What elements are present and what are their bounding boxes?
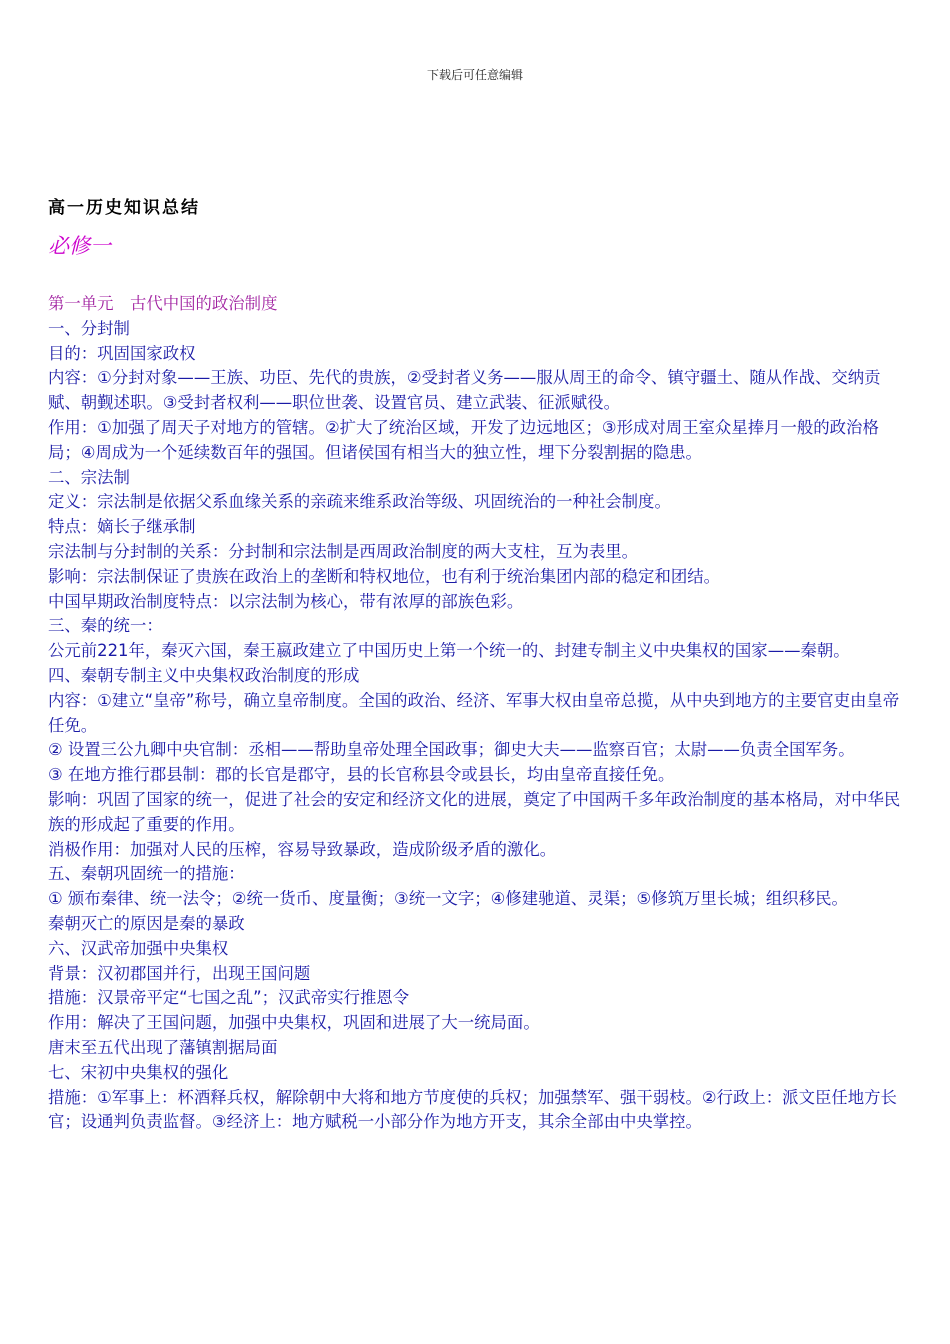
paragraph: 消极作用：加强对人民的压榨，容易导致暴政，造成阶级矛盾的激化。 [48,839,557,859]
page-header: 下载后可任意编辑 [426,68,523,82]
section-heading: 四、秦朝专制主义中央集权政治制度的形成 [48,665,360,685]
paragraph: 秦朝灭亡的原因是秦的暴政 [48,913,245,933]
section-heading: 七、宋初中央集权的强化 [48,1062,229,1082]
paragraph: 目的：巩固国家政权 [48,343,196,363]
paragraph: 内容：①分封对象——王族、功臣、先代的贵族，②受封者义务——服从周王的命令、镇守疆土、随从作战、交纳贡赋、朝觐述职。③受封者权利——职位世袭、设置官员、建立武装、征派赋役。 [48,368,881,413]
paragraph: ② 设置三公九卿中央官制：丞相——帮助皇帝处理全国政事；御史大夫——监察百官；太尉——负责全国军务。 [48,740,855,760]
paragraph: 作用：解决了王国问题，加强中央集权，巩固和进展了大一统局面。 [48,1013,540,1033]
paragraph: 中国早期政治制度特点：以宗法制为核心，带有浓厚的部族色彩。 [48,591,524,611]
paragraph: 定义：宗法制是依据父系血缘关系的亲疏来维系政治等级、巩固统治的一种社会制度。 [48,492,671,512]
paragraph: 唐末至五代出现了藩镇割据局面 [48,1037,278,1057]
section-heading: 三、秦的统一： [48,616,163,636]
paragraph: 特点：嫡长子继承制 [48,517,196,537]
paragraph: 措施：①军事上：杯酒释兵权，解除朝中大将和地方节度使的兵权；加强禁军、强干弱枝。②行政上：派文臣任地方长官；设通判负责监督。③经济上：地方赋税一小部分作为地方开支，其余全部由中央掌控。 [48,1087,897,1132]
paragraph: 作用：①加强了周天子对地方的管辖。②扩大了统治区域，开发了边远地区；③形成对周王室众星捧月一般的政治格局；④周成为一个延续数百年的强国。但诸侯国有相当大的独立性，埋下分裂割据的隐患。 [48,417,879,462]
paragraph: 影响：巩固了国家的统一，促进了社会的安定和经济文化的进展，奠定了中国两千多年政治制度的基本格局，对中华民族的形成起了重要的作用。 [48,789,901,834]
document-title: 高一历史知识总结 [48,198,200,218]
section-heading: 六、汉武帝加强中央集权 [48,938,229,958]
document-body [48,292,908,1135]
section-heading: 一、分封制 [48,318,130,338]
paragraph: 影响：宗法制保证了贵族在政治上的垄断和特权地位，也有利于统治集团内部的稳定和团结。 [48,566,721,586]
paragraph: ③ 在地方推行郡县制：郡的长官是郡守，县的长官称县令或县长，均由皇帝直接任免。 [48,765,675,785]
document-subtitle: 必修一 [48,234,111,258]
paragraph: 公元前221年，秦灭六国，秦王嬴政建立了中国历史上第一个统一的、封建专制主义中央集权的国家——秦朝。 [48,641,850,661]
paragraph: 宗法制与分封制的关系：分封制和宗法制是西周政治制度的两大支柱，互为表里。 [48,541,639,561]
section-heading: 二、宗法制 [48,467,130,487]
unit-heading: 第一单元 古代中国的政治制度 [48,294,278,313]
paragraph: 背景：汉初郡国并行，出现王国问题 [48,963,311,983]
paragraph: ① 颁布秦律、统一法令；②统一货币、度量衡；③统一文字；④修建驰道、灵渠；⑤修筑万里长城；组织移民。 [48,889,848,909]
paragraph: 措施：汉景帝平定“七国之乱”；汉武帝实行推恩令 [48,988,410,1008]
section-heading: 五、秦朝巩固统一的措施： [48,864,245,884]
paragraph: 内容：①建立“皇帝”称号，确立皇帝制度。全国的政治、经济、军事大权由皇帝总揽，从中央到地方的主要官吏由皇帝任免。 [48,690,900,735]
